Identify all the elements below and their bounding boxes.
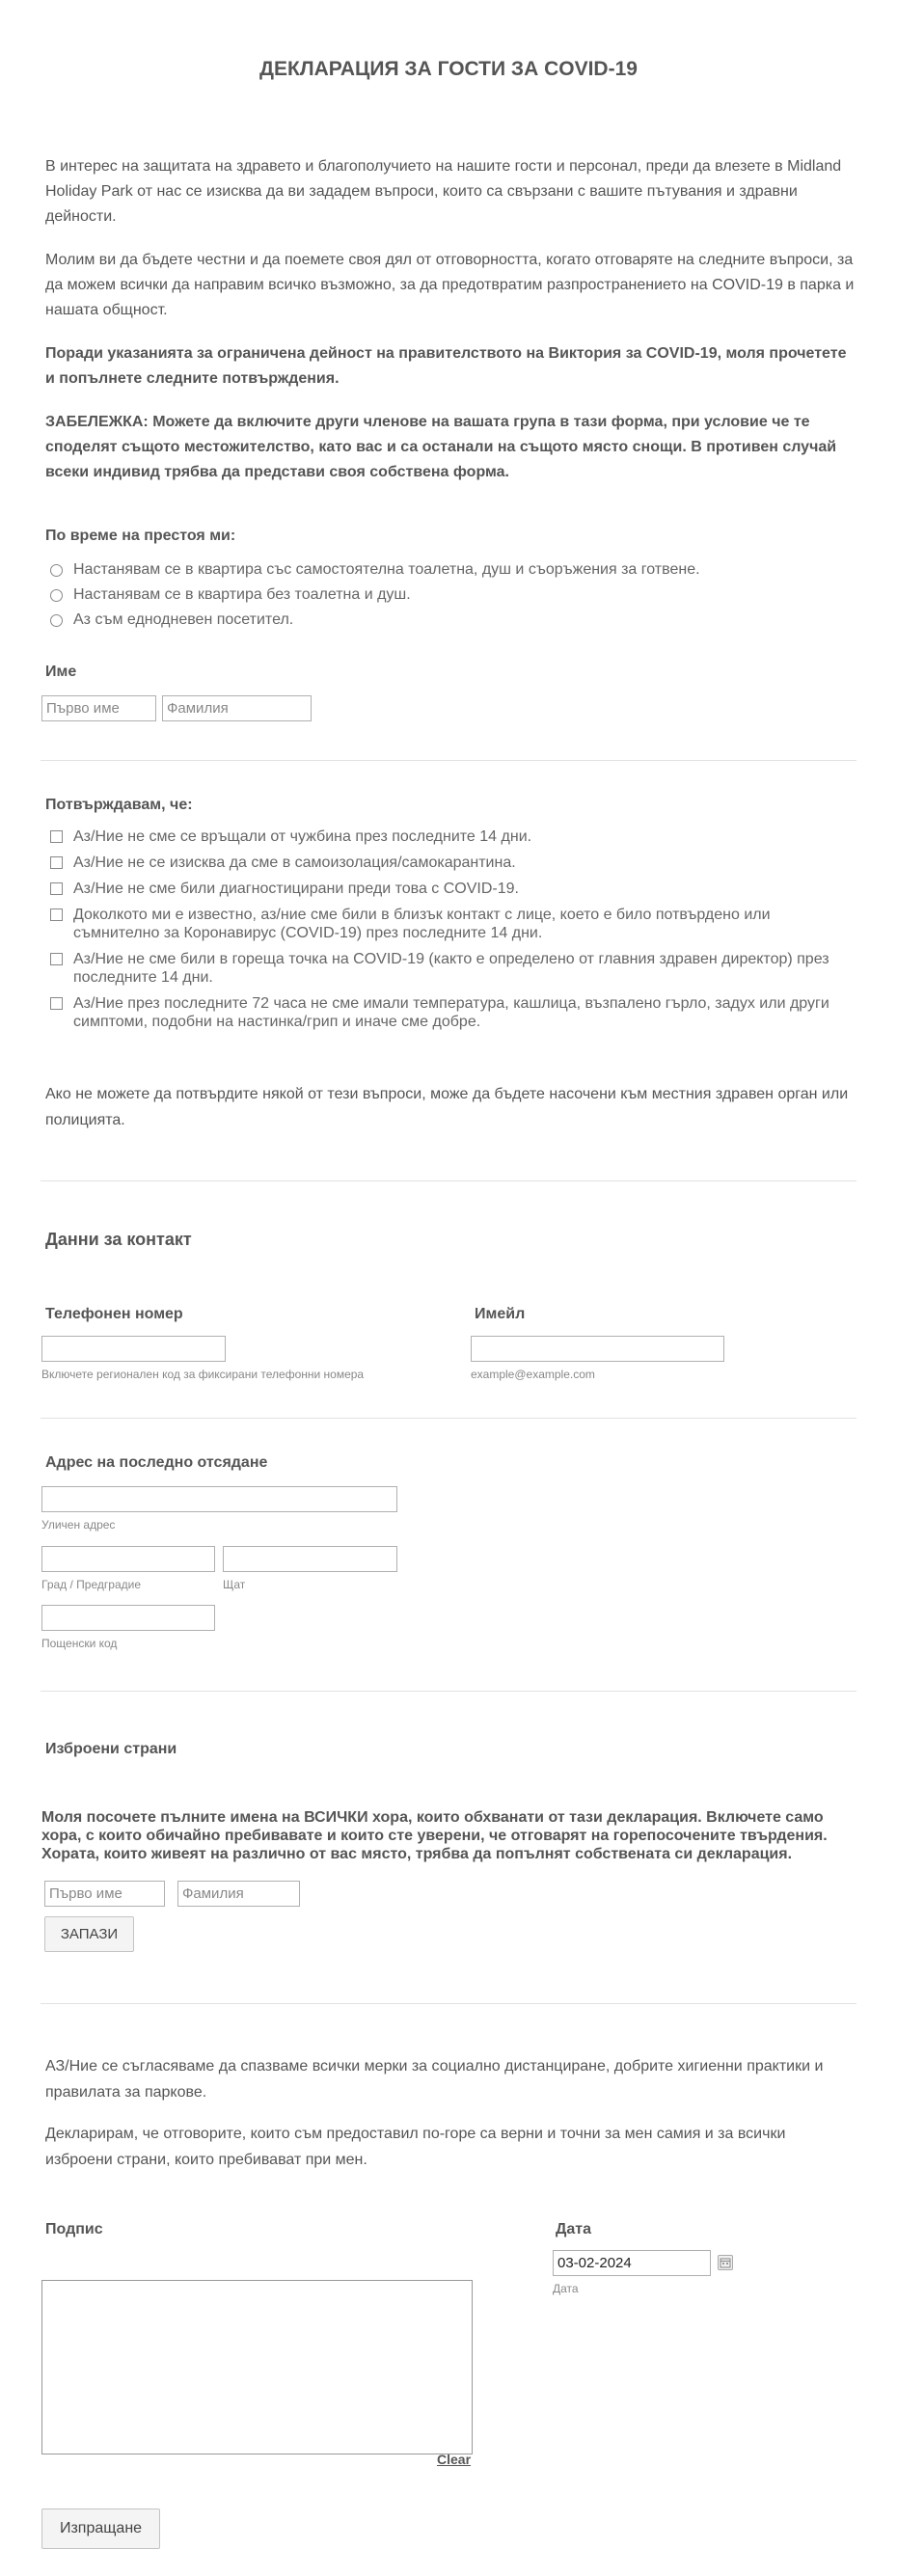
confirm-item-1[interactable]: [50, 827, 856, 846]
confirm-item-label: Доколкото ми е известно, аз/ние сме били в близък контакт с лице, което е било потвърдено или съмнително за Коронавирус (COVID-19) през последните 14 дни.: [73, 907, 771, 941]
radio-button[interactable]: [50, 614, 63, 627]
form-title: ДЕКЛАРАЦИЯ ЗА ГОСТИ ЗА COVID-19: [259, 58, 638, 80]
postal-code-sublabel: Пощенски код: [41, 1637, 118, 1650]
confirm-item-label: Аз/Ние през последните 72 часа не сме имали температура, кашлица, възпалено гърло, задух или други симптоми, подобни на настинка/грип и иначе сме добре.: [73, 995, 829, 1030]
date-label: Дата: [556, 2221, 592, 2237]
first-name-input[interactable]: [41, 695, 156, 721]
confirm-item-label: Аз/Ние не сме се връщали от чужбина през последните 14 дни.: [73, 828, 532, 845]
stay-option-label: Настанявам се в квартира със самостоятелна тоалетна, душ и съоръжения за готвене.: [73, 561, 700, 578]
date-sublabel: Дата: [553, 2282, 579, 2295]
city-sublabel: Град / Предградие: [41, 1578, 141, 1591]
signature-pad[interactable]: [41, 2280, 473, 2454]
phone-label: Телефонен номер: [45, 1306, 183, 1322]
email-input[interactable]: [471, 1336, 724, 1362]
state-input[interactable]: [223, 1546, 397, 1572]
confirm-item-5[interactable]: [50, 950, 856, 987]
confirm-item-label: Аз/Ние не сме били в гореща точка на COVID-19 (както е определено от главния здравен директор) през последните 14 дни.: [73, 951, 829, 986]
checkbox[interactable]: [50, 953, 63, 965]
checkbox[interactable]: [50, 830, 63, 843]
guest-first-name-input[interactable]: [44, 1881, 165, 1907]
confirm-label: Потвърждавам, че:: [45, 797, 193, 813]
confirm-item-label: Аз/Ние не се изисква да сме в самоизолация/самокарантина.: [73, 854, 516, 871]
stay-question-label: По време на престоя ми:: [45, 528, 236, 544]
confirm-note: Ако не можете да потвърдите някой от тези въпроси, може да бъдете насочени към местния здравен орган или полицията.: [45, 1086, 849, 1128]
signature-label: Подпис: [45, 2221, 103, 2237]
address-label: Адрес на последно отсядане: [45, 1454, 268, 1471]
intro-paragraph-1: В интерес на защитата на здравето и благополучието на нашите гости и персонал, преди да влезете в Midland Holiday Park от нас се изисква да ви зададем въпроси, които са свързани с вашите пътувания и здравни дейности.: [45, 158, 842, 225]
last-name-input[interactable]: [162, 695, 312, 721]
intro-paragraph-2: Молим ви да бъдете честни и да поемете своя дял от отговорността, когато отговаряте на следните въпроси, за да можем всички да направим всичко възможно, за да предотвратим разпространението на COVID-19 в парка и нашата общност.: [45, 252, 855, 318]
street-address-input[interactable]: [41, 1486, 397, 1512]
date-input[interactable]: [553, 2250, 711, 2276]
checkbox[interactable]: [50, 997, 63, 1010]
guest-last-name-input[interactable]: [177, 1881, 300, 1907]
stay-option-2[interactable]: [50, 583, 841, 608]
intro-paragraph-3: Поради указанията за ограничена дейност на правителството на Виктория за COVID-19, моля прочетете и попълнете следните потвърждения.: [45, 345, 847, 387]
postal-code-input[interactable]: [41, 1605, 215, 1631]
stay-option-label: Настанявам се в квартира без тоалетна и душ.: [73, 586, 411, 603]
checkbox[interactable]: [50, 908, 63, 921]
guests-instructions: Моля посочете пълните имена на ВСИЧКИ хора, които обхванати от тази декларация. Включете само хора, с които обичайно пребивавате и които сте уверени, че отговарят на горепосочените твърдения. Хората, които живеят на различно от вас място, трябва да попълнят собствената си декларация.: [41, 1809, 828, 1862]
section-divider: [41, 2003, 856, 2004]
confirm-checkbox-group: [50, 827, 856, 1031]
checkbox[interactable]: [50, 882, 63, 895]
confirm-item-2[interactable]: [50, 854, 856, 872]
contact-heading: Данни за контакт: [45, 1230, 192, 1249]
radio-button[interactable]: [50, 564, 63, 577]
submit-button[interactable]: Изпращане: [41, 2508, 160, 2549]
intro-text: [45, 154, 856, 503]
email-sublabel: example@example.com: [471, 1368, 595, 1381]
section-divider: [41, 1418, 856, 1419]
section-divider: [41, 760, 856, 761]
calendar-icon[interactable]: [718, 2255, 733, 2270]
state-sublabel: Щат: [223, 1578, 246, 1591]
guests-heading: Изброени страни: [45, 1741, 177, 1757]
intro-note: ЗАБЕЛЕЖКА: Можете да включите други членове на вашата група в тази форма, при условие че те споделят същото местожителство, като вас и са останали на същото място снощи. В противен случай всеки индивид трябва да представи своя собствена форма.: [45, 414, 837, 480]
stay-radio-group: [50, 557, 841, 633]
stay-option-1[interactable]: [50, 557, 841, 583]
city-input[interactable]: [41, 1546, 215, 1572]
confirm-item-4[interactable]: [50, 906, 856, 942]
stay-option-3[interactable]: [50, 608, 841, 633]
confirm-item-3[interactable]: [50, 880, 856, 898]
email-label: Имейл: [475, 1306, 526, 1322]
section-divider: [41, 1691, 856, 1692]
phone-input[interactable]: [41, 1336, 226, 1362]
save-button[interactable]: ЗАПАЗИ: [44, 1916, 134, 1952]
street-address-sublabel: Уличен адрес: [41, 1518, 116, 1532]
checkbox[interactable]: [50, 856, 63, 869]
agreement-paragraph-1: АЗ/Ние се съгласяваме да спазваме всички мерки за социално дистанциране, добрите хигиенни практики и правилата за паркове.: [45, 2058, 824, 2101]
clear-signature-link[interactable]: Clear: [437, 2452, 472, 2467]
confirm-item-6[interactable]: [50, 994, 856, 1031]
agreement-paragraph-2: Декларирам, че отговорите, които съм предоставил по-горе са верни и точни за мен самия и за всички изброени страни, които пребивават при мен.: [45, 2126, 786, 2168]
confirm-item-label: Аз/Ние не сме били диагностицирани преди това с COVID-19.: [73, 881, 519, 897]
stay-option-label: Аз съм еднодневен посетител.: [73, 611, 294, 628]
radio-button[interactable]: [50, 589, 63, 602]
phone-sublabel: Включете регионален код за фиксирани телефонни номера: [41, 1368, 365, 1381]
name-label: Име: [45, 664, 77, 680]
section-divider: [41, 1180, 856, 1181]
